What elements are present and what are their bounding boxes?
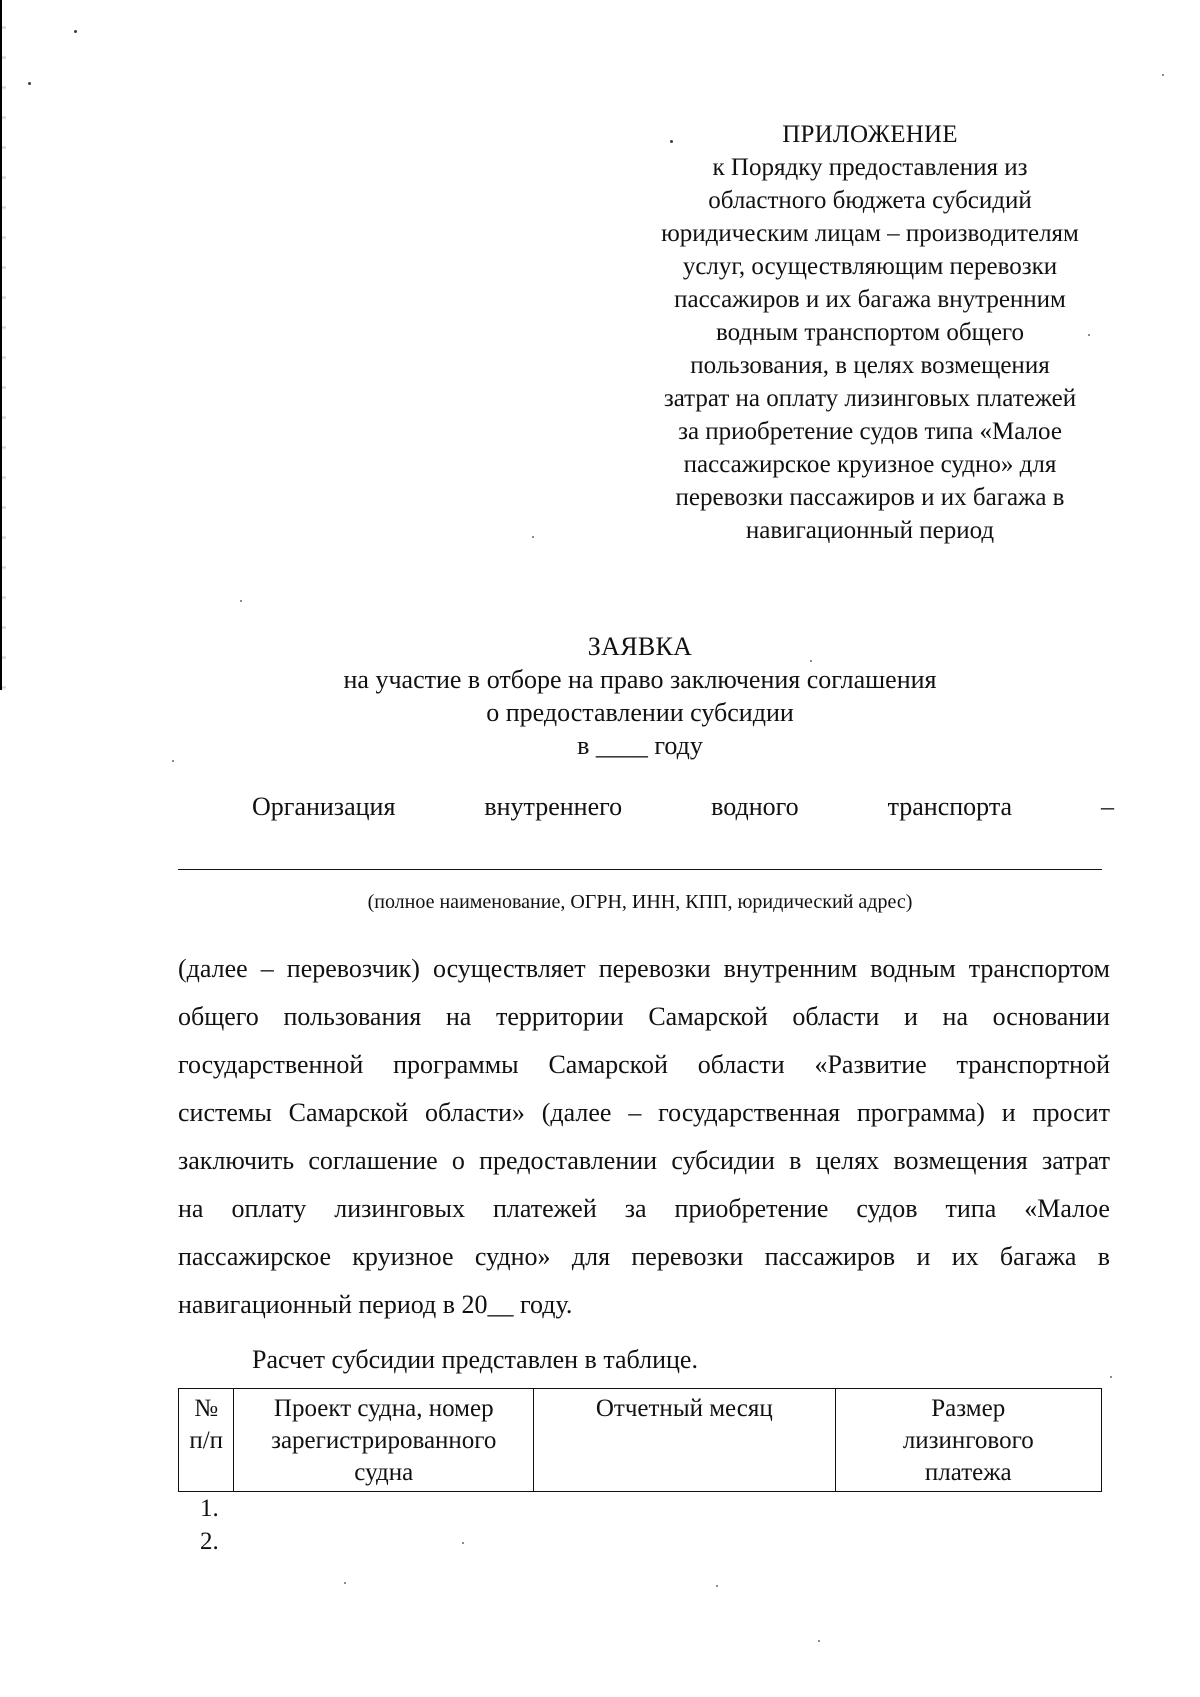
paragraph-word: судов: [856, 1194, 918, 1223]
paragraph-word: «Малое: [1024, 1194, 1110, 1223]
paragraph-word: на: [445, 1002, 472, 1031]
appendix-line: водным транспортом общего: [715, 319, 1025, 346]
paragraph-word: программа): [856, 1098, 985, 1127]
application-year-line: в ____ году: [577, 731, 703, 760]
paragraph-word: –: [628, 1098, 642, 1127]
appendix-title: ПРИЛОЖЕНИЕ: [782, 121, 958, 148]
appendix-line: юридическим лицам – производителям: [661, 220, 1079, 247]
paragraph-line: [178, 1185, 1110, 1233]
scan-speck: [818, 1640, 820, 1642]
table-row-numbers: [200, 1492, 219, 1558]
appendix-line: к Порядку предоставления из: [712, 154, 1028, 181]
paragraph-word: Самарской: [648, 1002, 768, 1031]
paragraph-word: перевозки: [598, 954, 711, 983]
header-vessel-project: [234, 1389, 534, 1492]
paragraph-word: перевозчик): [286, 954, 420, 983]
scan-speck: [462, 1542, 464, 1544]
paragraph-word: приобретение: [674, 1194, 829, 1223]
appendix-line: затрат на оплату лизинговых платежей: [663, 385, 1077, 412]
paragraph-word: судно»: [474, 1242, 551, 1271]
scan-edge-marks: [0, 0, 6, 700]
paragraph-word: системы: [178, 1098, 272, 1127]
header-line: зарегистрированного: [271, 1427, 497, 1454]
application-subtitle-line: о предоставлении субсидии: [486, 698, 794, 727]
paragraph-line: [178, 945, 1110, 993]
paragraph-word: на: [942, 1002, 969, 1031]
paragraph-word: и: [903, 1002, 918, 1031]
paragraph-word: круизное: [352, 1242, 454, 1271]
application-subtitle-line: на участие в отборе на право заключения соглашения: [343, 665, 937, 694]
row-number: 2.: [200, 1528, 219, 1555]
application-heading: [180, 630, 1100, 762]
paragraph-word: в: [789, 1146, 802, 1175]
paragraph-word: на: [178, 1194, 204, 1223]
paragraph-word: о: [451, 1146, 465, 1175]
paragraph-line: [178, 1089, 1110, 1137]
paragraph-word: типа: [945, 1194, 997, 1223]
scan-speck: [344, 1582, 346, 1584]
paragraph-word: лизинговых: [334, 1194, 465, 1223]
paragraph-line: [178, 993, 1110, 1041]
paragraph-word: пассажирское: [178, 1242, 331, 1271]
scan-speck: [240, 600, 242, 602]
paragraph-word: (далее: [178, 954, 248, 983]
paragraph-word: затрат: [1041, 1146, 1110, 1175]
scan-speck: [532, 536, 534, 538]
scan-speck: [1162, 74, 1164, 76]
paragraph-word: водным: [870, 954, 956, 983]
paragraph-word: государственная: [658, 1098, 841, 1127]
paragraph-word: возмещения: [893, 1146, 1028, 1175]
header-line: п/п: [189, 1427, 224, 1454]
appendix-line: пассажиров и их багажа внутренним: [674, 286, 1066, 313]
paragraph-word: территории: [496, 1002, 624, 1031]
table-intro-text: Расчет субсидии представлен в таблице.: [252, 1345, 698, 1374]
scan-speck: [28, 82, 31, 85]
header-line: лизингового: [902, 1427, 1034, 1454]
organization-name-blank-line: [178, 869, 1102, 870]
scan-speck: [1110, 1376, 1112, 1378]
header-reporting-month: [534, 1389, 835, 1492]
appendix-line: перевозки пассажиров и их багажа в: [675, 484, 1065, 511]
appendix-line: областного бюджета субсидий: [708, 187, 1032, 214]
paragraph-word: предоставлении: [479, 1146, 658, 1175]
paragraph-word: в: [1097, 1242, 1110, 1271]
paragraph-last-line: навигационный период в 20__ году.: [178, 1290, 573, 1319]
paragraph-word: транспортом: [968, 954, 1110, 983]
paragraph-word: целях: [815, 1146, 880, 1175]
appendix-block: [640, 118, 1100, 547]
header-line: Размер: [931, 1395, 1006, 1422]
header-line: Проект судна, номер: [273, 1395, 494, 1422]
paragraph-word: заключить: [178, 1146, 295, 1175]
appendix-line: за приобретение судов типа «Малое: [678, 418, 1062, 445]
org-word: Организация: [252, 792, 396, 821]
paragraph-word: пассажиров: [764, 1242, 896, 1271]
organization-name-caption: (полное наименование, ОГРН, ИНН, КПП, юридический адрес): [367, 891, 913, 913]
paragraph-word: –: [260, 954, 274, 983]
org-word: транспорта: [887, 792, 1013, 821]
org-word: внутреннего: [484, 792, 623, 821]
appendix-line: пассажирское круизное судно» для: [683, 451, 1057, 478]
paragraph-word: перевозки: [631, 1242, 744, 1271]
header-line: платежа: [924, 1459, 1012, 1486]
paragraph-word: области: [697, 1050, 785, 1079]
appendix-line: пользования, в целях возмещения: [690, 352, 1050, 379]
row-number: 1.: [200, 1495, 219, 1522]
paragraph-word: транспортной: [956, 1050, 1110, 1079]
appendix-line: услуг, осуществляющим перевозки: [682, 253, 1058, 280]
paragraph-word: общего: [178, 1002, 259, 1031]
paragraph-word: Самарской: [548, 1050, 668, 1079]
paragraph-line: [178, 1233, 1110, 1281]
header-line: Отчетный месяц: [595, 1395, 773, 1422]
appendix-line: навигационный период: [745, 517, 995, 544]
application-title: ЗАЯВКА: [587, 632, 693, 661]
paragraph-word: субсидии: [671, 1146, 775, 1175]
subsidy-table: [178, 1388, 1102, 1492]
org-word: водного: [711, 792, 799, 821]
table-header-row: [179, 1389, 1102, 1492]
paragraph-word: внутренним: [723, 954, 858, 983]
paragraph-word: осуществляет: [432, 954, 586, 983]
paragraph-word: их: [951, 1242, 979, 1271]
paragraph-word: программы: [393, 1050, 519, 1079]
paragraph-word: для: [571, 1242, 611, 1271]
paragraph-word: пользования: [283, 1002, 422, 1031]
header-line: судна: [354, 1459, 414, 1486]
application-paragraph: [178, 945, 1110, 1329]
paragraph-word: платежей: [493, 1194, 597, 1223]
org-word: –: [1101, 792, 1114, 821]
scan-speck: [172, 760, 174, 762]
paragraph-line: [178, 1137, 1110, 1185]
paragraph-word: Самарской: [288, 1098, 409, 1127]
paragraph-word: багажа: [999, 1242, 1077, 1271]
paragraph-word: соглашение: [308, 1146, 438, 1175]
scan-speck: [74, 30, 77, 33]
paragraph-word: и: [1001, 1098, 1016, 1127]
header-row-number: [179, 1389, 234, 1492]
header-leasing-payment: [835, 1389, 1101, 1492]
paragraph-word: государственной: [178, 1050, 364, 1079]
paragraph-word: области: [792, 1002, 880, 1031]
paragraph-line: [178, 1041, 1110, 1089]
paragraph-word: просит: [1032, 1098, 1110, 1127]
paragraph-word: и: [916, 1242, 931, 1271]
paragraph-word: за: [624, 1194, 647, 1223]
paragraph-word: «Развитие: [814, 1050, 927, 1079]
paragraph-word: оплату: [231, 1194, 307, 1223]
paragraph-word: области»: [424, 1098, 525, 1127]
scan-speck: [716, 1585, 718, 1587]
paragraph-word: основании: [992, 1002, 1110, 1031]
paragraph-word: (далее: [541, 1098, 612, 1127]
organization-line: [252, 790, 1114, 824]
header-line: №: [194, 1395, 219, 1422]
